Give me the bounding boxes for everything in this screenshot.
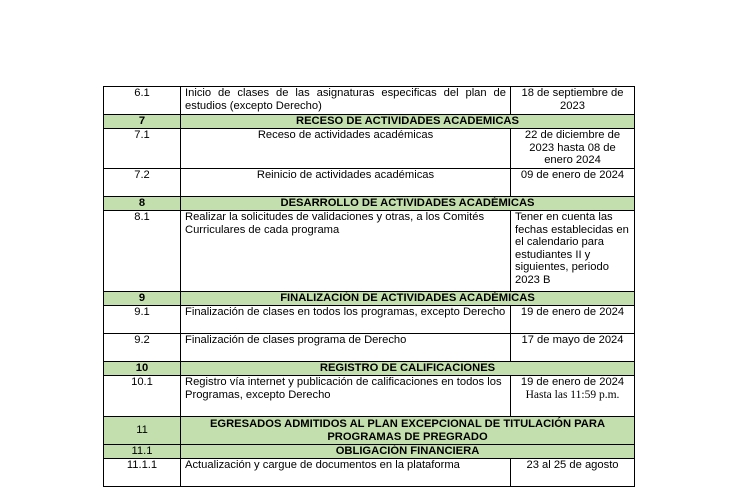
table-row (104, 306, 635, 334)
row-description: Actualización y cargue de documentos en la plataforma (181, 459, 511, 487)
row-number: 8.1 (104, 211, 181, 292)
section-header-row (104, 292, 635, 306)
row-date: 19 de enero de 2024 (511, 306, 635, 334)
row-date: 18 de septiembre de 2023 (511, 87, 635, 115)
section-header-row (104, 115, 635, 129)
section-title: REGISTRO DE CALIFICACIONES (181, 362, 635, 376)
section-number: 8 (104, 197, 181, 211)
row-description: Receso de actividades académicas (181, 129, 511, 169)
section-header-row (104, 445, 635, 459)
row-number: 6.1 (104, 87, 181, 115)
section-number: 9 (104, 292, 181, 306)
row-date: 17 de mayo de 2024 (511, 334, 635, 362)
section-title: FINALIZACIÓN DE ACTIVIDADES ACADÉMICAS (181, 292, 635, 306)
row-date: Tener en cuenta las fechas establecidas en el calendario para estudiantes II y siguientes, periodo 2023 B (511, 211, 635, 292)
row-description: Inicio de clases de las asignaturas especificas del plan de estudios (excepto Derecho) (181, 87, 511, 115)
row-date: 23 al 25 de agosto (511, 459, 635, 487)
row-description: Finalización de clases programa de Derecho (181, 334, 511, 362)
section-header-row (104, 197, 635, 211)
section-title: EGRESADOS ADMITIDOS AL PLAN EXCEPCIONAL DE TITULACIÓN PARA PROGRAMAS DE PREGRADO (181, 417, 635, 445)
table-row (104, 211, 635, 292)
table-row (104, 129, 635, 169)
section-number: 11 (104, 417, 181, 445)
row-date: 22 de diciembre de 2023 hasta 08 de enero 2024 (511, 129, 635, 169)
table-row (104, 334, 635, 362)
row-description: Realizar la solicitudes de validaciones y otras, a los Comités Curriculares de cada programa (181, 211, 511, 292)
table-row (104, 459, 635, 487)
section-title: RECESO DE ACTIVIDADES ACADEMICAS (181, 115, 635, 129)
row-description: Registro vía internet y publicación de calificaciones en todos los Programas, excepto Derecho (181, 376, 511, 417)
academic-calendar-table (103, 86, 635, 487)
row-date-cell (511, 376, 635, 417)
row-date: 19 de enero de 2024 (520, 376, 625, 388)
row-date-note: Hasta las 11:59 p.m. (525, 388, 620, 401)
row-number: 11.1.1 (104, 459, 181, 487)
section-title: DESARROLLO DE ACTIVIDADES ACADÉMICAS (181, 197, 635, 211)
section-number: 7 (104, 115, 181, 129)
table-row (104, 87, 635, 115)
row-description: Reinicio de actividades académicas (181, 169, 511, 197)
section-number: 11.1 (104, 445, 181, 459)
table-row (104, 169, 635, 197)
section-title: OBLIGACIÓN FINANCIERA (181, 445, 635, 459)
table-row (104, 376, 635, 417)
row-number: 9.2 (104, 334, 181, 362)
row-number: 9.1 (104, 306, 181, 334)
row-number: 7.1 (104, 129, 181, 169)
section-number: 10 (104, 362, 181, 376)
section-header-row (104, 362, 635, 376)
row-description: Finalización de clases en todos los programas, excepto Derecho (181, 306, 511, 334)
section-header-row (104, 417, 635, 445)
row-number: 7.2 (104, 169, 181, 197)
row-number: 10.1 (104, 376, 181, 417)
row-date: 09 de enero de 2024 (511, 169, 635, 197)
